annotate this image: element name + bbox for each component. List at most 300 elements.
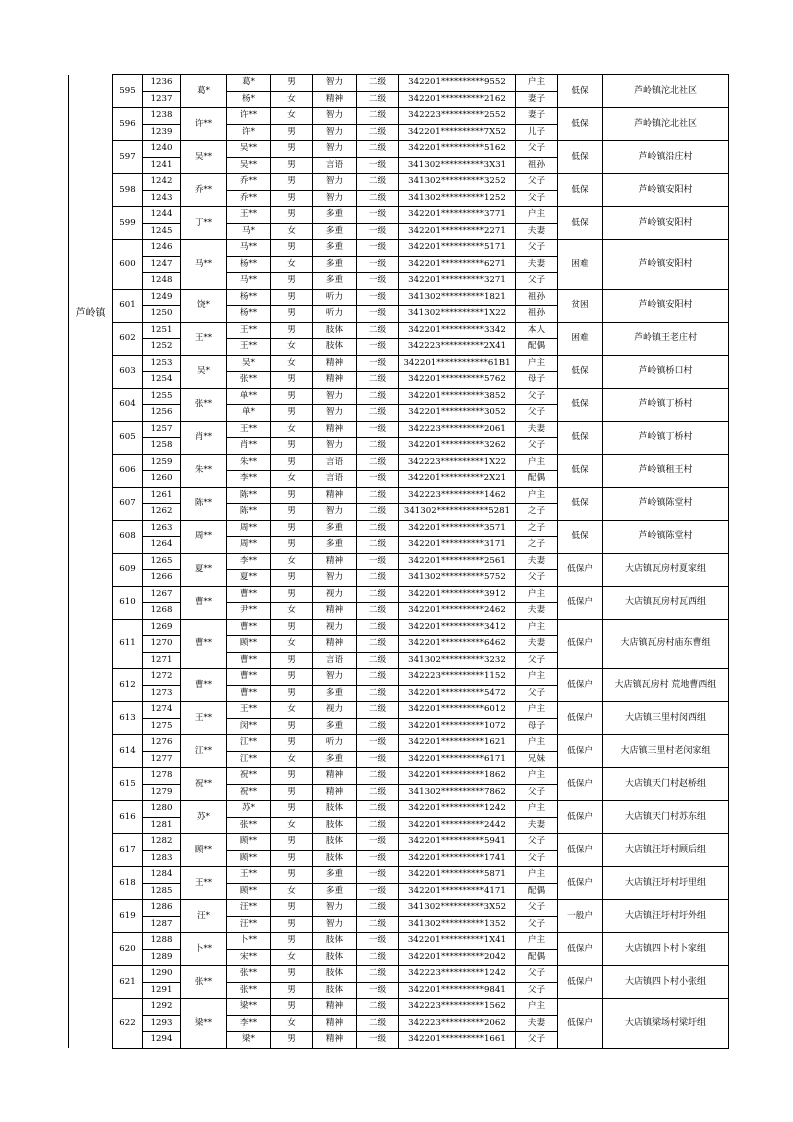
household-category-cell: 低保 xyxy=(558,487,603,520)
address-cell: 大店镇瓦房村 荒地曹西组 xyxy=(603,669,729,702)
relation-cell: 父子 xyxy=(516,685,558,702)
address-cell: 大店镇瓦房村庙东曹组 xyxy=(603,619,729,669)
disability-level-cell: 二级 xyxy=(357,1015,399,1032)
member-id-cell: 1240 xyxy=(143,141,181,158)
disability-level-cell: 一级 xyxy=(357,982,399,999)
disability-type-cell: 智力 xyxy=(313,75,357,92)
household-category-cell: 低保 xyxy=(558,520,603,553)
member-name-cell: 李** xyxy=(227,1015,271,1032)
member-id-cell: 1249 xyxy=(143,289,181,306)
disability-type-cell: 精神 xyxy=(313,372,357,389)
disability-type-cell: 精神 xyxy=(313,999,357,1016)
gender-cell: 女 xyxy=(271,223,313,240)
gender-cell: 女 xyxy=(271,636,313,653)
member-name-cell: 汪** xyxy=(227,916,271,933)
disability-level-cell: 二级 xyxy=(357,108,399,125)
address-cell: 大店镇三里村老闵家组 xyxy=(603,735,729,768)
disability-type-cell: 言语 xyxy=(313,157,357,174)
relation-cell: 父子 xyxy=(516,652,558,669)
disability-type-cell: 智力 xyxy=(313,669,357,686)
member-id-cell: 1286 xyxy=(143,900,181,917)
member-id-cell: 1269 xyxy=(143,619,181,636)
member-name-cell: 杨** xyxy=(227,256,271,273)
relation-cell: 父子 xyxy=(516,966,558,983)
id-card-cell: 342223**********1462 xyxy=(399,487,516,504)
household-head-cell: 王** xyxy=(181,867,227,900)
id-card-cell: 342201**********1072 xyxy=(399,718,516,735)
id-card-cell: 341302**********3X52 xyxy=(399,900,516,917)
gender-cell: 男 xyxy=(271,619,313,636)
id-card-cell: 342201**********1242 xyxy=(399,801,516,818)
relation-cell: 配偶 xyxy=(516,471,558,488)
member-name-cell: 曹** xyxy=(227,685,271,702)
relation-cell: 母子 xyxy=(516,372,558,389)
household-head-cell: 王** xyxy=(181,322,227,355)
gender-cell: 女 xyxy=(271,553,313,570)
table-row xyxy=(69,619,729,636)
relation-cell: 户主 xyxy=(516,801,558,818)
household-category-cell: 低保户 xyxy=(558,999,603,1049)
gender-cell: 女 xyxy=(271,603,313,620)
disability-level-cell: 二级 xyxy=(357,322,399,339)
member-id-cell: 1276 xyxy=(143,735,181,752)
address-cell: 芦岭镇陈堂村 xyxy=(603,487,729,520)
id-card-cell: 342201**********5171 xyxy=(399,240,516,257)
household-head-cell: 曹** xyxy=(181,669,227,702)
family-seq-cell: 604 xyxy=(113,388,143,421)
disability-level-cell: 二级 xyxy=(357,999,399,1016)
disability-level-cell: 二级 xyxy=(357,91,399,108)
member-id-cell: 1266 xyxy=(143,570,181,587)
household-head-cell: 马** xyxy=(181,240,227,290)
address-cell: 芦岭镇丁桥村 xyxy=(603,421,729,454)
member-id-cell: 1265 xyxy=(143,553,181,570)
disability-level-cell: 一级 xyxy=(357,850,399,867)
table-row xyxy=(69,141,729,158)
member-name-cell: 肖** xyxy=(227,438,271,455)
disability-level-cell: 二级 xyxy=(357,586,399,603)
member-name-cell: 祝** xyxy=(227,784,271,801)
member-name-cell: 苏* xyxy=(227,801,271,818)
member-id-cell: 1290 xyxy=(143,966,181,983)
disability-level-cell: 二级 xyxy=(357,174,399,191)
member-name-cell: 张** xyxy=(227,372,271,389)
table-row xyxy=(69,801,729,818)
member-id-cell: 1282 xyxy=(143,834,181,851)
relation-cell: 夫妻 xyxy=(516,223,558,240)
household-category-cell: 贫困 xyxy=(558,289,603,322)
table-row xyxy=(69,768,729,785)
id-card-cell: 342201**********1741 xyxy=(399,850,516,867)
relation-cell: 配偶 xyxy=(516,339,558,356)
family-seq-cell: 617 xyxy=(113,834,143,867)
address-cell: 大店镇汪圩村圩外组 xyxy=(603,900,729,933)
disability-level-cell: 一级 xyxy=(357,867,399,884)
member-name-cell: 曹** xyxy=(227,619,271,636)
gender-cell: 男 xyxy=(271,966,313,983)
disability-level-cell: 一级 xyxy=(357,834,399,851)
disability-type-cell: 听力 xyxy=(313,289,357,306)
disability-level-cell: 二级 xyxy=(357,504,399,521)
disability-level-cell: 二级 xyxy=(357,454,399,471)
member-name-cell: 许* xyxy=(227,124,271,141)
disability-type-cell: 智力 xyxy=(313,405,357,422)
member-name-cell: 卜** xyxy=(227,933,271,950)
family-seq-cell: 618 xyxy=(113,867,143,900)
table-row xyxy=(69,454,729,471)
disability-level-cell: 二级 xyxy=(357,124,399,141)
member-name-cell: 夏** xyxy=(227,570,271,587)
member-name-cell: 王** xyxy=(227,867,271,884)
relation-cell: 夫妻 xyxy=(516,421,558,438)
id-card-cell: 341302**********5752 xyxy=(399,570,516,587)
member-name-cell: 梁* xyxy=(227,1032,271,1049)
address-cell: 大店镇四卜村小张组 xyxy=(603,966,729,999)
disability-level-cell: 一级 xyxy=(357,223,399,240)
disability-type-cell: 多重 xyxy=(313,223,357,240)
household-category-cell: 低保户 xyxy=(558,586,603,619)
relation-cell: 户主 xyxy=(516,933,558,950)
member-name-cell: 单* xyxy=(227,405,271,422)
disability-type-cell: 智力 xyxy=(313,916,357,933)
member-name-cell: 张** xyxy=(227,817,271,834)
household-head-cell: 汪* xyxy=(181,900,227,933)
disability-level-cell: 二级 xyxy=(357,718,399,735)
table-row xyxy=(69,834,729,851)
member-name-cell: 闵** xyxy=(227,718,271,735)
family-seq-cell: 595 xyxy=(113,75,143,108)
address-cell: 芦岭镇桥口村 xyxy=(603,355,729,388)
relation-cell: 父子 xyxy=(516,141,558,158)
id-card-cell: 341302**********1252 xyxy=(399,190,516,207)
member-id-cell: 1261 xyxy=(143,487,181,504)
household-category-cell: 困难 xyxy=(558,322,603,355)
address-cell: 芦岭镇安阳村 xyxy=(603,207,729,240)
member-name-cell: 马* xyxy=(227,223,271,240)
relation-cell: 父子 xyxy=(516,190,558,207)
gender-cell: 男 xyxy=(271,586,313,603)
disability-level-cell: 二级 xyxy=(357,75,399,92)
relation-cell: 户主 xyxy=(516,454,558,471)
household-head-cell: 葛* xyxy=(181,75,227,108)
gender-cell: 男 xyxy=(271,999,313,1016)
id-card-cell: 342223**********2552 xyxy=(399,108,516,125)
gender-cell: 男 xyxy=(271,190,313,207)
relation-cell: 夫妻 xyxy=(516,553,558,570)
address-cell: 芦岭镇安阳村 xyxy=(603,289,729,322)
family-seq-cell: 606 xyxy=(113,454,143,487)
gender-cell: 男 xyxy=(271,834,313,851)
household-head-cell: 吴* xyxy=(181,355,227,388)
disability-level-cell: 一级 xyxy=(357,256,399,273)
relation-cell: 父子 xyxy=(516,982,558,999)
id-card-cell: 342201**********2561 xyxy=(399,553,516,570)
id-card-cell: 342201**********3771 xyxy=(399,207,516,224)
town-cell xyxy=(69,553,113,1048)
family-seq-cell: 616 xyxy=(113,801,143,834)
address-cell: 芦岭镇丁桥村 xyxy=(603,388,729,421)
gender-cell: 男 xyxy=(271,916,313,933)
member-id-cell: 1279 xyxy=(143,784,181,801)
household-head-cell: 顾** xyxy=(181,834,227,867)
gender-cell: 男 xyxy=(271,504,313,521)
table-row xyxy=(69,520,729,537)
gender-cell: 男 xyxy=(271,685,313,702)
disability-type-cell: 视力 xyxy=(313,619,357,636)
relation-cell: 儿子 xyxy=(516,124,558,141)
household-head-cell: 乔** xyxy=(181,174,227,207)
family-seq-cell: 620 xyxy=(113,933,143,966)
disability-type-cell: 听力 xyxy=(313,306,357,323)
member-id-cell: 1248 xyxy=(143,273,181,290)
member-id-cell: 1281 xyxy=(143,817,181,834)
id-card-cell: 342201**********2462 xyxy=(399,603,516,620)
relation-cell: 父子 xyxy=(516,784,558,801)
member-id-cell: 1273 xyxy=(143,685,181,702)
address-cell: 芦岭镇安阳村 xyxy=(603,240,729,290)
id-card-cell: 342223**********2061 xyxy=(399,421,516,438)
member-id-cell: 1243 xyxy=(143,190,181,207)
member-name-cell: 陈** xyxy=(227,504,271,521)
household-category-cell: 低保户 xyxy=(558,702,603,735)
disability-type-cell: 多重 xyxy=(313,207,357,224)
member-name-cell: 江** xyxy=(227,751,271,768)
disability-type-cell: 言语 xyxy=(313,471,357,488)
disability-type-cell: 智力 xyxy=(313,190,357,207)
household-category-cell: 低保 xyxy=(558,174,603,207)
member-id-cell: 1246 xyxy=(143,240,181,257)
gender-cell: 女 xyxy=(271,817,313,834)
member-name-cell: 汪** xyxy=(227,900,271,917)
family-seq-cell: 610 xyxy=(113,586,143,619)
id-card-cell: 342201**********3271 xyxy=(399,273,516,290)
disability-level-cell: 一级 xyxy=(357,240,399,257)
member-name-cell: 张** xyxy=(227,966,271,983)
member-name-cell: 杨** xyxy=(227,306,271,323)
member-id-cell: 1271 xyxy=(143,652,181,669)
member-id-cell: 1291 xyxy=(143,982,181,999)
gender-cell: 男 xyxy=(271,537,313,554)
disability-type-cell: 精神 xyxy=(313,487,357,504)
disability-level-cell: 一级 xyxy=(357,735,399,752)
member-id-cell: 1272 xyxy=(143,669,181,686)
gender-cell: 男 xyxy=(271,289,313,306)
member-id-cell: 1283 xyxy=(143,850,181,867)
id-card-cell: 341302************5281 xyxy=(399,504,516,521)
household-category-cell: 低保 xyxy=(558,454,603,487)
disability-type-cell: 多重 xyxy=(313,751,357,768)
household-head-cell: 周** xyxy=(181,520,227,553)
gender-cell: 女 xyxy=(271,949,313,966)
town-cell: 芦岭镇 xyxy=(69,75,113,554)
member-name-cell: 尹** xyxy=(227,603,271,620)
member-id-cell: 1263 xyxy=(143,520,181,537)
id-card-cell: 342201**********3571 xyxy=(399,520,516,537)
member-name-cell: 王** xyxy=(227,702,271,719)
disability-level-cell: 二级 xyxy=(357,900,399,917)
member-id-cell: 1293 xyxy=(143,1015,181,1032)
member-name-cell: 宋** xyxy=(227,949,271,966)
disability-level-cell: 一级 xyxy=(357,339,399,356)
relation-cell: 夫妻 xyxy=(516,256,558,273)
id-card-cell: 342201**********3852 xyxy=(399,388,516,405)
gender-cell: 男 xyxy=(271,718,313,735)
id-card-cell: 342201**********2162 xyxy=(399,91,516,108)
id-card-cell: 342201**********3171 xyxy=(399,537,516,554)
id-card-cell: 342201**********1661 xyxy=(399,1032,516,1049)
member-id-cell: 1289 xyxy=(143,949,181,966)
id-card-cell: 342201**********3052 xyxy=(399,405,516,422)
member-id-cell: 1278 xyxy=(143,768,181,785)
table-row xyxy=(69,108,729,125)
table-row xyxy=(69,735,729,752)
family-seq-cell: 599 xyxy=(113,207,143,240)
relation-cell: 兄妹 xyxy=(516,751,558,768)
address-cell: 大店镇瓦房村夏家组 xyxy=(603,553,729,586)
relation-cell: 父子 xyxy=(516,388,558,405)
address-cell: 大店镇瓦房村瓦西组 xyxy=(603,586,729,619)
member-id-cell: 1257 xyxy=(143,421,181,438)
disability-type-cell: 智力 xyxy=(313,141,357,158)
id-card-cell: 341302**********3X31 xyxy=(399,157,516,174)
family-seq-cell: 601 xyxy=(113,289,143,322)
member-id-cell: 1250 xyxy=(143,306,181,323)
id-card-cell: 342201**********3342 xyxy=(399,322,516,339)
relation-cell: 本人 xyxy=(516,322,558,339)
address-cell: 大店镇梁场村梁圩组 xyxy=(603,999,729,1049)
disability-level-cell: 二级 xyxy=(357,817,399,834)
disability-level-cell: 一级 xyxy=(357,421,399,438)
gender-cell: 男 xyxy=(271,388,313,405)
gender-cell: 男 xyxy=(271,982,313,999)
household-head-cell: 祝** xyxy=(181,768,227,801)
disability-type-cell: 肢体 xyxy=(313,966,357,983)
member-name-cell: 吴** xyxy=(227,157,271,174)
relation-cell: 夫妻 xyxy=(516,1015,558,1032)
gender-cell: 女 xyxy=(271,91,313,108)
id-card-cell: 342201**********5871 xyxy=(399,867,516,884)
disability-type-cell: 多重 xyxy=(313,273,357,290)
disability-type-cell: 智力 xyxy=(313,900,357,917)
gender-cell: 男 xyxy=(271,784,313,801)
table-row xyxy=(69,999,729,1016)
address-cell: 芦岭镇陈堂村 xyxy=(603,520,729,553)
address-cell: 大店镇汪圩村圩里组 xyxy=(603,867,729,900)
family-seq-cell: 603 xyxy=(113,355,143,388)
gender-cell: 女 xyxy=(271,339,313,356)
address-cell: 芦岭镇沱北社区 xyxy=(603,75,729,108)
household-head-cell: 张** xyxy=(181,966,227,999)
household-category-cell: 低保户 xyxy=(558,867,603,900)
family-seq-cell: 612 xyxy=(113,669,143,702)
household-head-cell: 梁** xyxy=(181,999,227,1049)
gender-cell: 男 xyxy=(271,157,313,174)
household-category-cell: 一般户 xyxy=(558,900,603,933)
id-card-cell: 341302**********3232 xyxy=(399,652,516,669)
member-name-cell: 葛* xyxy=(227,75,271,92)
household-head-cell: 丁** xyxy=(181,207,227,240)
id-card-cell: 342201**********6012 xyxy=(399,702,516,719)
relation-cell: 配偶 xyxy=(516,883,558,900)
disability-level-cell: 二级 xyxy=(357,141,399,158)
disability-level-cell: 二级 xyxy=(357,190,399,207)
table-row xyxy=(69,174,729,191)
disability-level-cell: 二级 xyxy=(357,372,399,389)
member-name-cell: 王** xyxy=(227,339,271,356)
disability-type-cell: 多重 xyxy=(313,520,357,537)
id-card-cell: 341302**********1352 xyxy=(399,916,516,933)
member-id-cell: 1242 xyxy=(143,174,181,191)
disability-type-cell: 肢体 xyxy=(313,933,357,950)
id-card-cell: 341302**********1X22 xyxy=(399,306,516,323)
relation-cell: 户主 xyxy=(516,619,558,636)
gender-cell: 男 xyxy=(271,306,313,323)
relation-cell: 户主 xyxy=(516,669,558,686)
member-name-cell: 马** xyxy=(227,240,271,257)
gender-cell: 女 xyxy=(271,1015,313,1032)
gender-cell: 男 xyxy=(271,372,313,389)
household-category-cell: 困难 xyxy=(558,240,603,290)
gender-cell: 男 xyxy=(271,75,313,92)
relation-cell: 父子 xyxy=(516,916,558,933)
id-card-cell: 342201**********1862 xyxy=(399,768,516,785)
member-id-cell: 1252 xyxy=(143,339,181,356)
relation-cell: 妻子 xyxy=(516,91,558,108)
member-id-cell: 1245 xyxy=(143,223,181,240)
relation-cell: 户主 xyxy=(516,75,558,92)
household-category-cell: 低保户 xyxy=(558,933,603,966)
household-category-cell: 低保户 xyxy=(558,966,603,999)
member-id-cell: 1254 xyxy=(143,372,181,389)
table-row xyxy=(69,355,729,372)
member-name-cell: 顾** xyxy=(227,850,271,867)
disability-type-cell: 肢体 xyxy=(313,817,357,834)
member-name-cell: 祝** xyxy=(227,768,271,785)
id-card-cell: 342201**********6271 xyxy=(399,256,516,273)
gender-cell: 女 xyxy=(271,471,313,488)
household-category-cell: 低保户 xyxy=(558,619,603,669)
id-card-cell: 342201************61B1 xyxy=(399,355,516,372)
disability-type-cell: 精神 xyxy=(313,553,357,570)
member-id-cell: 1259 xyxy=(143,454,181,471)
member-name-cell: 杨** xyxy=(227,289,271,306)
disability-type-cell: 肢体 xyxy=(313,801,357,818)
disability-level-cell: 一级 xyxy=(357,289,399,306)
relation-cell: 父子 xyxy=(516,240,558,257)
household-head-cell: 张** xyxy=(181,388,227,421)
member-name-cell: 顾** xyxy=(227,636,271,653)
disability-type-cell: 精神 xyxy=(313,1032,357,1049)
id-card-cell: 342201**********5762 xyxy=(399,372,516,389)
relation-cell: 父子 xyxy=(516,273,558,290)
disability-type-cell: 言语 xyxy=(313,454,357,471)
disability-level-cell: 一级 xyxy=(357,306,399,323)
member-id-cell: 1274 xyxy=(143,702,181,719)
household-category-cell: 低保户 xyxy=(558,801,603,834)
id-card-cell: 342223**********1152 xyxy=(399,669,516,686)
disability-level-cell: 二级 xyxy=(357,669,399,686)
disability-level-cell: 一级 xyxy=(357,553,399,570)
id-card-cell: 342223**********2X41 xyxy=(399,339,516,356)
disability-level-cell: 二级 xyxy=(357,487,399,504)
household-category-cell: 低保户 xyxy=(558,553,603,586)
member-name-cell: 周** xyxy=(227,520,271,537)
id-card-cell: 342201**********3262 xyxy=(399,438,516,455)
member-id-cell: 1285 xyxy=(143,883,181,900)
relation-cell: 父子 xyxy=(516,900,558,917)
address-cell: 芦岭镇王老庄村 xyxy=(603,322,729,355)
disability-level-cell: 一级 xyxy=(357,273,399,290)
